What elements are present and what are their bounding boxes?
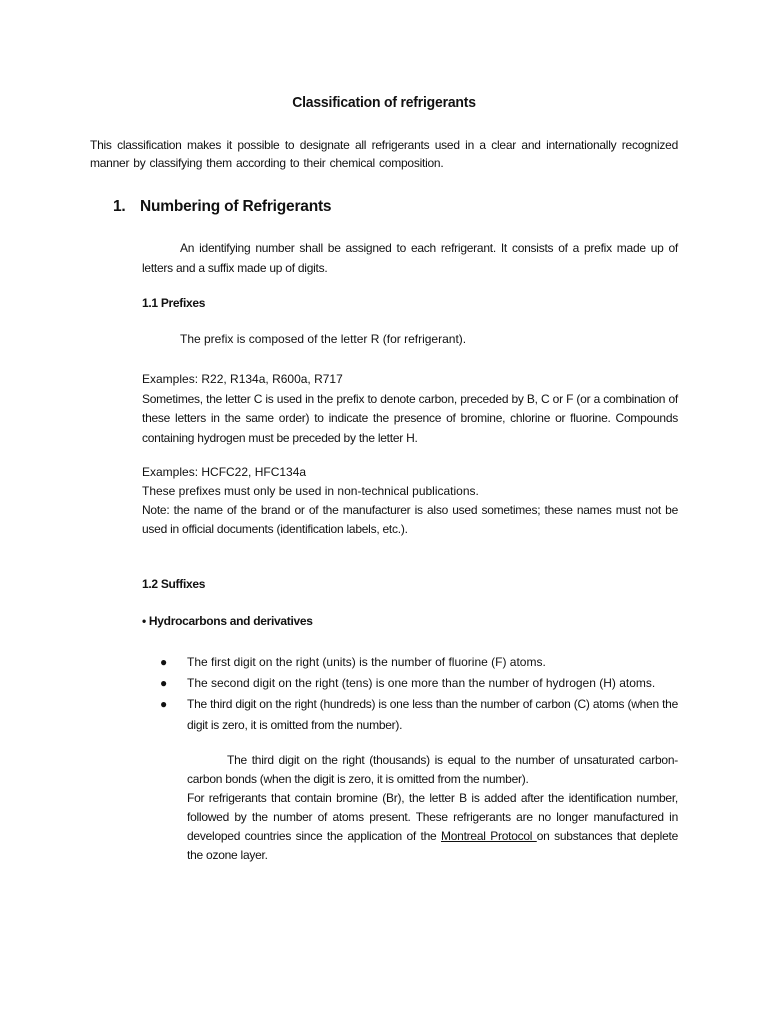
montreal-protocol-link[interactable]: Montreal Protocol [440, 829, 537, 843]
prefix-examples-2: Examples: HCFC22, HFC134a [142, 465, 307, 479]
bromine-text-before: For refrigerants that contain bromine (Br), the letter B is added after the identification number, followed by the number of atoms present. These refrigerants are no longer manufactured in developed countries since the application of the [187, 791, 678, 843]
list-item [160, 652, 678, 673]
suffix-bullet-list [160, 652, 678, 736]
section-number: 1. [113, 198, 126, 215]
intro-paragraph: This classification makes it possible to designate all refrigerants used in a clear and internationally recognized manner by classifying them according to their chemical composition. [90, 138, 678, 170]
bullet-text: The second digit on the right (tens) is one more than the number of hydrogen (H) atoms. [187, 676, 656, 690]
prefix-examples-1: Examples: R22, R134a, R600a, R717 [142, 372, 343, 386]
prefix-composition-text: The prefix is composed of the letter R (for refrigerant). [180, 332, 467, 346]
suffix-details-block [187, 751, 678, 865]
suffixes-heading: 1.2 Suffixes [142, 577, 206, 591]
bromine-text-after: on substances that deplete the ozone layer. [187, 829, 678, 862]
bullet-icon: ● [160, 676, 168, 690]
document-title: Classification of refrigerants [292, 94, 476, 111]
bromine-paragraph [187, 789, 678, 865]
hydrocarbons-subheading: • Hydrocarbons and derivatives [142, 614, 313, 628]
thousands-paragraph: The third digit on the right (thousands) is equal to the number of unsaturated carbon-carbon bonds (when the digit is zero, it is omitted from the number). [187, 753, 678, 786]
list-item [160, 673, 678, 694]
brand-note-text: Note: the name of the brand or of the manufacturer is also used sometimes; these names must not be used in official documents (identification labels, etc.). [142, 503, 678, 536]
prefixes-heading: 1.1 Prefixes [142, 296, 206, 310]
list-item [160, 694, 678, 736]
prefix-examples-block [142, 370, 678, 448]
section-heading-numbering [113, 198, 331, 216]
prefix-carbon-paragraph: Sometimes, the letter C is used in the prefix to denote carbon, preceded by B, C or F (or a combination of these letters in the same order) to indicate the presence of bromine, chlorine or fluorine. Compounds containing hydrogen must be preceded by the letter H. [142, 391, 678, 445]
identifying-number-paragraph: An identifying number shall be assigned to each refrigerant. It consists of a prefix made up of letters and a suffix made up of digits. [142, 241, 678, 275]
bullet-text: The first digit on the right (units) is the number of fluorine (F) atoms. [187, 655, 546, 669]
prefix-notes-block [142, 463, 678, 539]
bullet-text: The third digit on the right (hundreds) is one less than the number of carbon (C) atoms (when the digit is zero, it is omitted from the number). [187, 697, 678, 732]
section-title: Numbering of Refrigerants [140, 198, 332, 215]
bullet-icon: ● [160, 655, 168, 669]
bullet-icon: ● [160, 697, 167, 711]
nontechnical-text: These prefixes must only be used in non-technical publications. [142, 484, 479, 498]
